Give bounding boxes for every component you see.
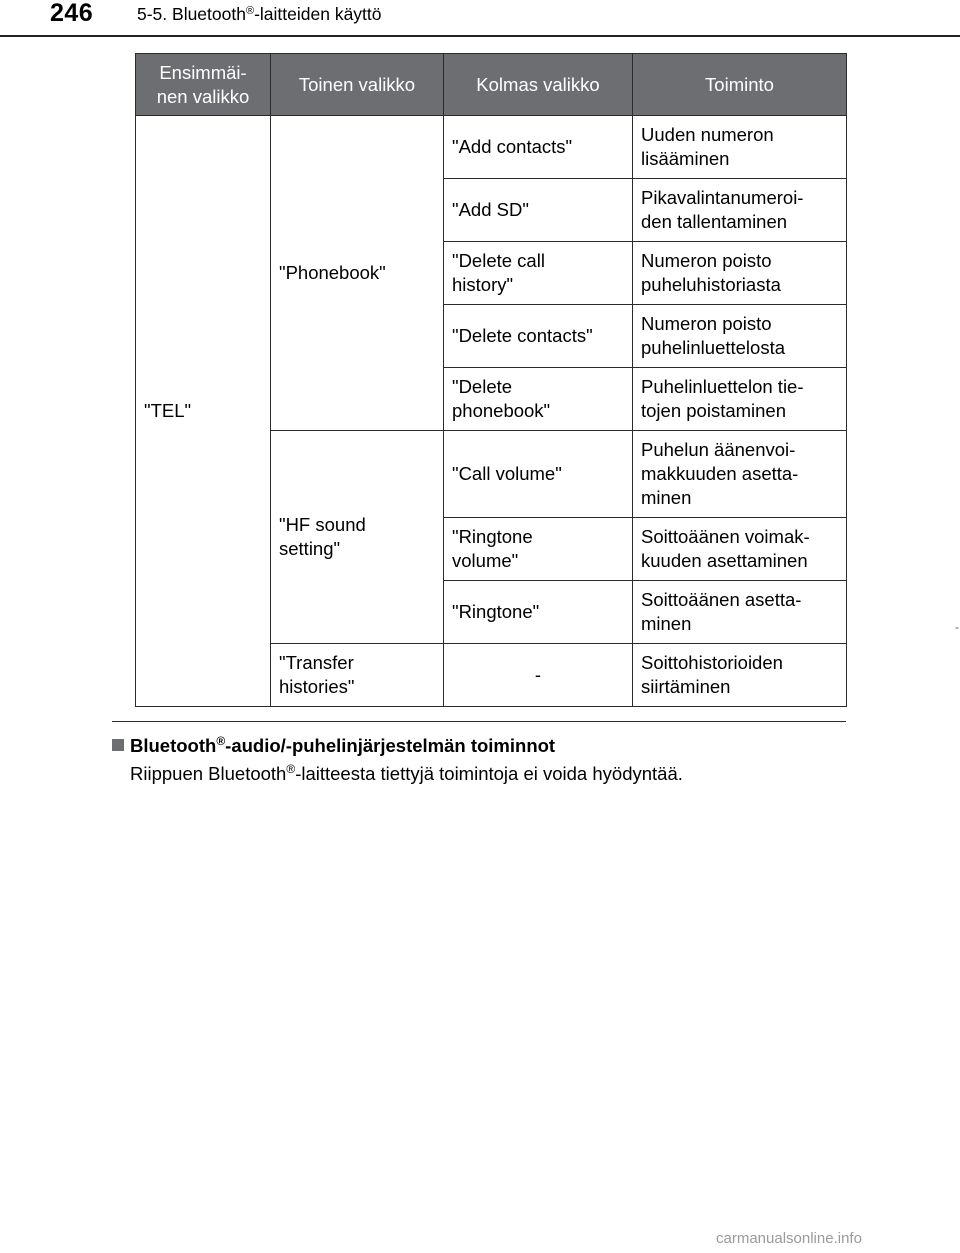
third-menu-cell: "Add contacts" [444, 116, 633, 179]
second-menu-phonebook: "Phonebook" [271, 116, 444, 431]
function-cell: Soittohistorioiden siirtäminen [633, 644, 847, 707]
page-number: 246 [50, 0, 94, 27]
third-menu-cell: "Delete phonebook" [444, 368, 633, 431]
function-cell: Soittoäänen asetta- minen [633, 581, 847, 644]
subsection-rule [112, 721, 846, 722]
first-menu-tel: "TEL" [136, 116, 271, 707]
menu-table [135, 53, 847, 707]
table-header-row [136, 54, 847, 116]
second-menu-transfer: "Transfer histories" [271, 644, 444, 707]
section-title: 5-5. Bluetooth®-laitteiden käyttö [137, 4, 382, 24]
function-cell: Numeron poisto puhelinluettelosta [633, 305, 847, 368]
page-header [0, 0, 960, 36]
column-header-function: Toiminto [633, 54, 847, 116]
watermark: carmanualsonline.info [716, 1230, 862, 1247]
third-menu-cell: "Add SD" [444, 179, 633, 242]
third-menu-cell: "Ringtone" [444, 581, 633, 644]
function-cell: Uuden numeron lisääminen [633, 116, 847, 179]
table-row [136, 116, 847, 179]
header-rule [0, 35, 960, 37]
third-menu-cell: - [444, 644, 633, 707]
subsection-body: Riippuen Bluetooth®-laitteesta tiettyjä toimintoja ei voida hyödyntää. [130, 762, 683, 784]
edge-mark: - [955, 620, 959, 634]
third-menu-cell: "Delete contacts" [444, 305, 633, 368]
third-menu-cell: "Delete call history" [444, 242, 633, 305]
third-menu-cell: "Call volume" [444, 431, 633, 518]
function-cell: Puhelun äänenvoi- makkuuden asetta- minen [633, 431, 847, 518]
function-cell: Puhelinluettelon tie- tojen poistaminen [633, 368, 847, 431]
function-cell: Numeron poisto puheluhistoriasta [633, 242, 847, 305]
column-header-third-menu: Kolmas valikko [444, 54, 633, 116]
function-cell: Pikavalintanumeroi- den tallentaminen [633, 179, 847, 242]
subsection-heading: Bluetooth®-audio/-puhelinjärjestelmän toiminnot [112, 734, 555, 757]
function-cell: Soittoäänen voimak- kuuden asettaminen [633, 518, 847, 581]
column-header-second-menu: Toinen valikko [271, 54, 444, 116]
third-menu-cell: "Ringtone volume" [444, 518, 633, 581]
square-bullet-icon [112, 739, 124, 751]
column-header-first-menu: Ensimmäi- nen valikko [136, 54, 271, 116]
second-menu-hf-sound: "HF sound setting" [271, 431, 444, 644]
